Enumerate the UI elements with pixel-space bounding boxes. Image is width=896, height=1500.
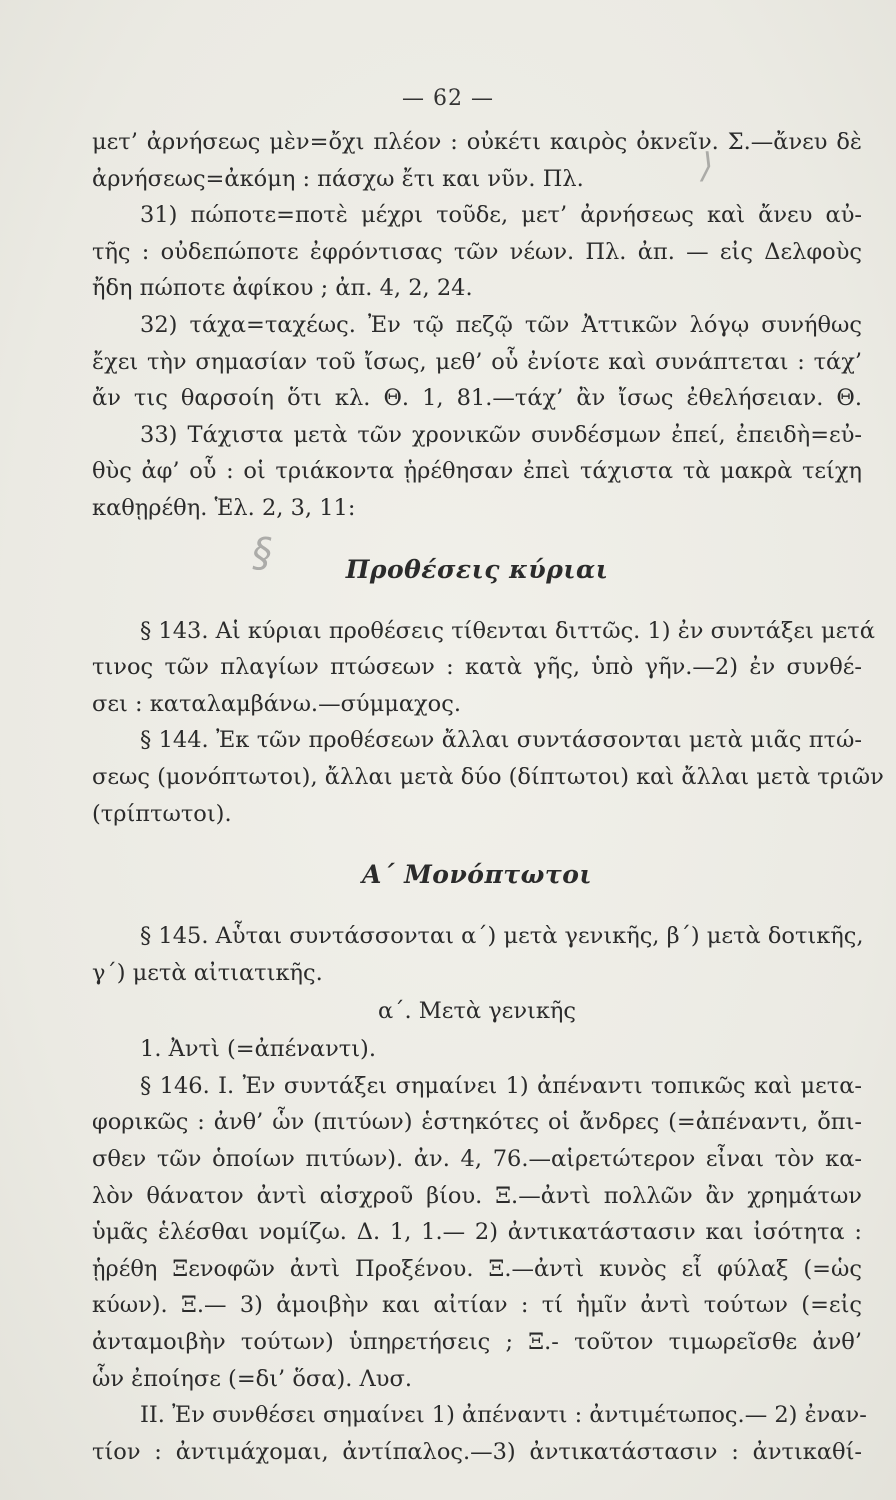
text-line: ὧν ἐποίησε (=δι’ ὅσα). Λυσ.	[92, 1365, 412, 1392]
section-heading-monoptotoi: Α΄ Μονόπτωτοι	[362, 860, 592, 890]
text-line: κύων). Ξ.— 3) ἀμοιβὴν και αἰτίαν : τί ἡμῖν ἀντὶ τούτων (=εἰς	[92, 1292, 862, 1319]
text-line: γ΄) μετὰ αἰτιατικῆς.	[92, 959, 323, 986]
text-line: ἀρνήσεως=ἀκόμη : πάσχω ἔτι και νῦν. Πλ.	[92, 165, 584, 192]
text-line: καθῃρέθη. Ἑλ. 2, 3, 11:	[92, 494, 356, 521]
text-line: ἀνταμοιβὴν τούτων) ὑπηρετήσεις ; Ξ.- τοῦτον τιμωρεῖσθε ἀνθ’	[92, 1329, 862, 1356]
text-line: II. Ἐν συνθέσει σημαίνει 1) ἀπέναντι : ἀντιμέτωπος.— 2) ἐναν-	[140, 1402, 867, 1429]
text-line: θὺς ἀφ’ οὗ : οἱ τριάκοντα ᾑρέθησαν ἐπεὶ τάχιστα τὰ μακρὰ τείχη	[92, 458, 862, 485]
text-line: σεως (μονόπτωτοι), ἄλλαι μετὰ δύο (δίπτωτοι) καὶ ἄλλαι μετὰ τριῶν	[92, 763, 884, 790]
text-line: 1. Ἀντὶ (=ἀπέναντι).	[140, 1036, 376, 1063]
handwritten-section-mark: §	[252, 530, 272, 576]
text-line: σθεν τῶν ὁποίων πιτύων). ἀν. 4, 76.—αἱρετώτερον εἶναι τὸν κα-	[92, 1146, 862, 1173]
page-number: — 62 —	[402, 86, 494, 111]
handwritten-bracket-mark: ⟩	[700, 146, 714, 186]
text-line: ᾑρέθη Ξενοφῶν ἀντὶ Προξένου. Ξ.—ἀντὶ κυνὸς εἶ φύλαξ (=ὡς	[92, 1255, 862, 1282]
subheading-genikis: α΄. Μετὰ γενικῆς	[378, 998, 576, 1025]
text-line: ἄν τις θαρσοίη ὅτι κλ. Θ. 1, 81.—τάχ’ ἂν ἴσως ἐθελήσειαν. Θ.	[92, 385, 862, 412]
text-line: μετ’ ἀρνήσεως μὲν=ὄχι πλέον : οὐκέτι καιρὸς ὀκνεῖν. Σ.—ἄνευ δὲ	[92, 129, 862, 155]
text-line: τινος τῶν πλαγίων πτώσεων : κατὰ γῆς, ὑπὸ γῆν.—2) ἐν συνθέ-	[92, 654, 862, 681]
text-line: ἔχει τὴν σημασίαν τοῦ ἴσως, μεθ’ οὗ ἐνίοτε καὶ συνάπτεται : τάχ’	[92, 348, 862, 375]
text-line: § 146. I. Ἐν συντάξει σημαίνει 1) ἀπέναντι τοπικῶς καὶ μετα-	[140, 1072, 862, 1099]
text-line: § 145. Αὗται συντάσσονται α΄) μετὰ γενικῆς, β΄) μετὰ δοτικῆς,	[140, 923, 864, 950]
text-line: 32) τάχα=ταχέως. Ἐν τῷ πεζῷ τῶν Ἀττικῶν λόγῳ συνήθως	[140, 311, 862, 338]
text-line: λὸν θάνατον ἀντὶ αἰσχροῦ βίου. Ξ.—ἀντὶ πολλῶν ἂν χρημάτων	[92, 1182, 862, 1209]
main-text	[92, 124, 884, 1470]
text-line: § 143. Αἱ κύριαι προθέσεις τίθενται διττῶς. 1) ἐν συντάξει μετά	[140, 617, 875, 644]
text-line: § 144. Ἐκ τῶν προθέσεων ἄλλαι συντάσσονται μετὰ μιᾶς πτώ-	[140, 727, 862, 754]
text-line: 31) πώποτε=ποτὲ μέχρι τοῦδε, μετ’ ἀρνήσεως καὶ ἄνευ αὐ-	[140, 202, 862, 229]
text-line: ὑμᾶς ἑλέσθαι νομίζω. Δ. 1, 1.— 2) ἀντικατάστασιν και ἰσότητα :	[92, 1219, 862, 1246]
text-line: ἤδη πώποτε ἀφίκου ; ἀπ. 4, 2, 24.	[92, 275, 473, 302]
text-line: (τρίπτωτοι).	[92, 800, 232, 827]
text-line: τίον : ἀντιμάχομαι, ἀντίπαλος.—3) ἀντικατάστασιν : ἀντικαθί-	[92, 1438, 862, 1465]
text-line: τῆς : οὐδεπώποτε ἐφρόντισας τῶν νέων. Πλ. ἀπ. — εἰς Δελφοὺς	[92, 238, 862, 265]
text-line: φορικῶς : ἀνθ’ ὧν (πιτύων) ἑστηκότες οἱ ἄνδρες (=ἀπέναντι, ὄπι-	[92, 1109, 862, 1136]
section-heading-prothesis: Προθέσεις κύριαι	[345, 554, 609, 584]
text-line: 33) Τάχιστα μετὰ τῶν χρονικῶν συνδέσμων ἐπεί, ἐπειδὴ=εὐ-	[140, 421, 862, 448]
text-line: σει : καταλαμβάνω.—σύμμαχος.	[92, 690, 461, 717]
